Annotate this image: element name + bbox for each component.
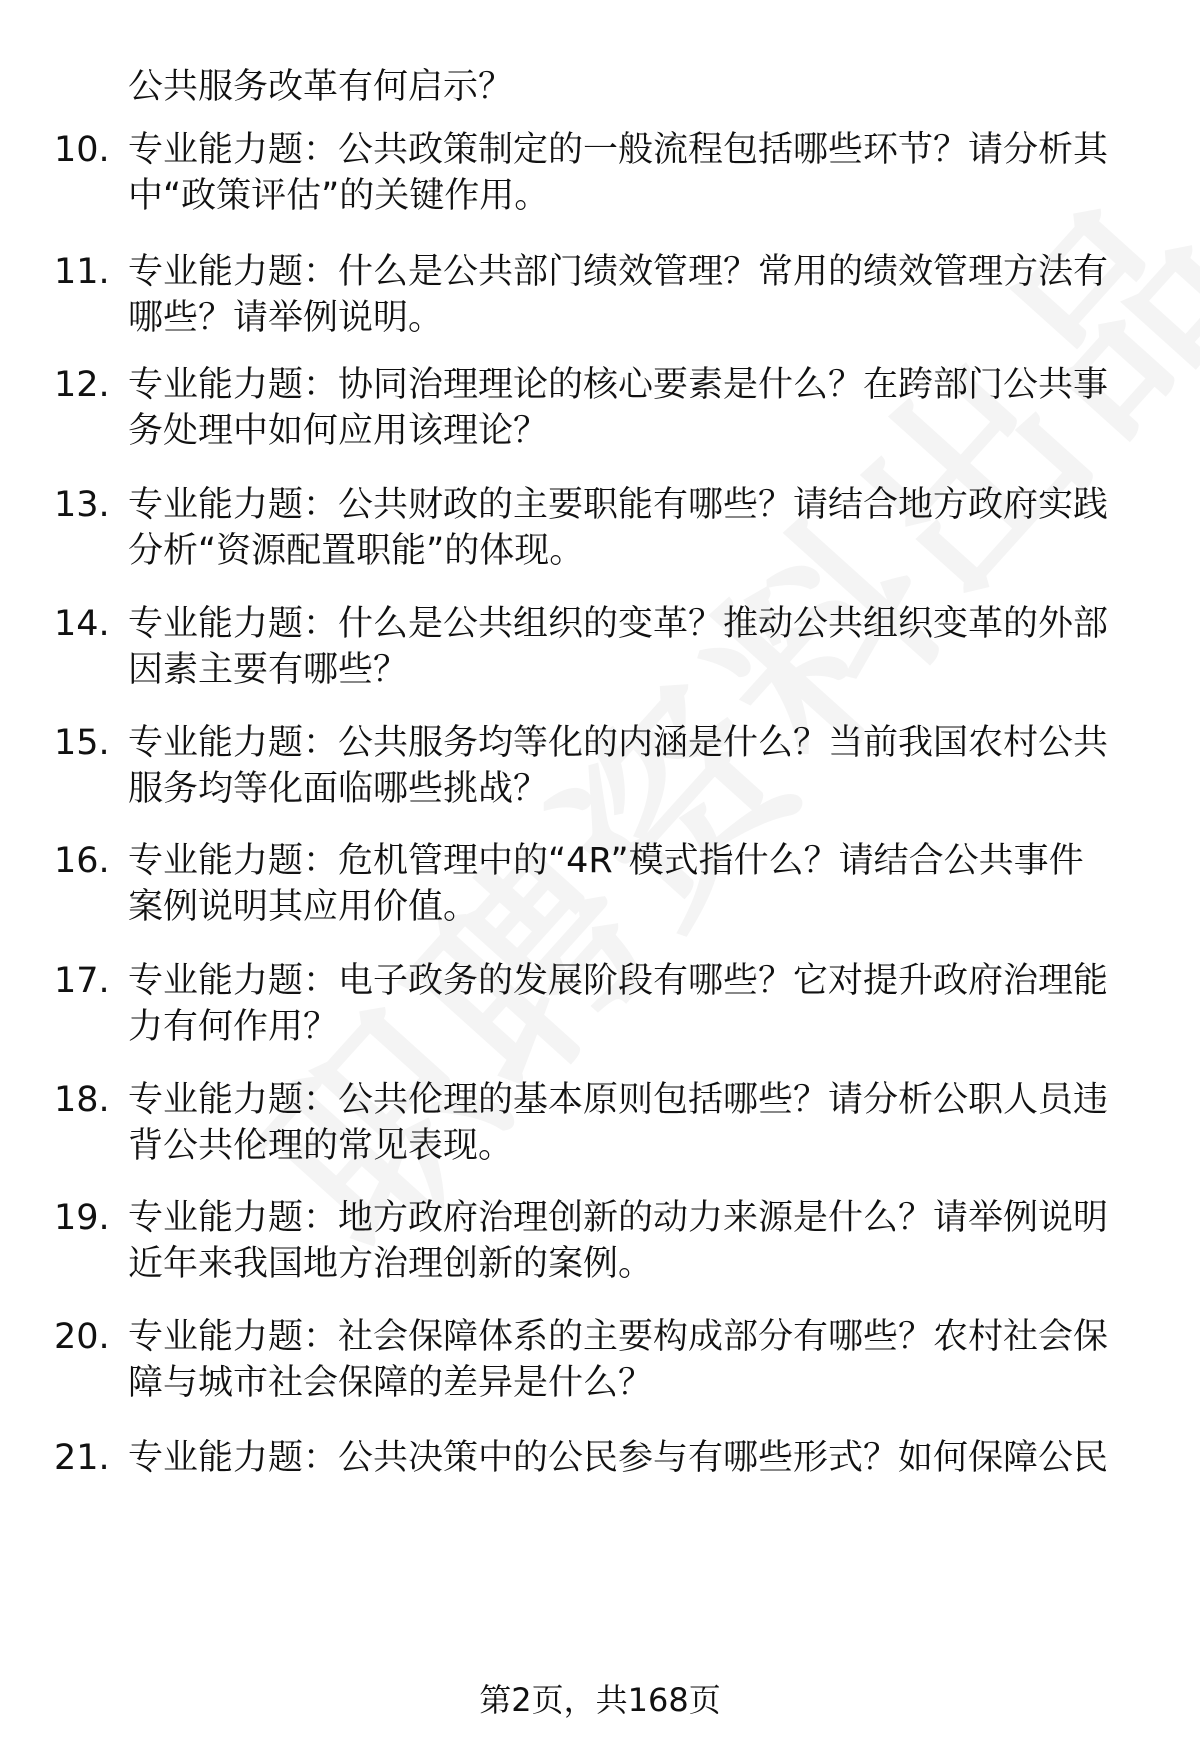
- item-number: 10.: [54, 130, 110, 170]
- item-number: 13.: [54, 485, 110, 525]
- item-text: [128, 127, 1148, 219]
- item-number: 21.: [54, 1438, 110, 1478]
- continuation-line: 公共服务改革有何启示？: [128, 67, 514, 107]
- item-text: [128, 362, 1148, 454]
- item-number: 19.: [54, 1198, 110, 1238]
- item-line: 专业能力题：公共服务均等化的内涵是什么？当前我国农村公共: [128, 723, 1109, 763]
- item-line: 近年来我国地方治理创新的案例。: [128, 1244, 654, 1284]
- item-line: 力有何作用？: [128, 1007, 339, 1047]
- page-footer: 第2页，共168页: [479, 1681, 721, 1719]
- item-number: 14.: [54, 604, 110, 644]
- item-text: [128, 1077, 1148, 1169]
- item-text: [128, 482, 1148, 574]
- item-text: [128, 1195, 1148, 1287]
- item-line: 专业能力题：公共伦理的基本原则包括哪些？请分析公职人员违: [128, 1080, 1109, 1120]
- item-number: 20.: [54, 1317, 110, 1357]
- item-line: 专业能力题：公共政策制定的一般流程包括哪些环节？请分析其: [128, 130, 1109, 170]
- item-line: 案例说明其应用价值。: [128, 887, 479, 927]
- item-line: 中“政策评估”的关键作用。: [128, 176, 550, 216]
- item-text: [128, 838, 1148, 930]
- item-line: 服务均等化面临哪些挑战？: [128, 769, 549, 809]
- item-line: 障与城市社会保障的差异是什么？: [128, 1363, 654, 1403]
- item-number: 15.: [54, 723, 110, 763]
- item-number: 12.: [54, 365, 110, 405]
- item-line: 专业能力题：电子政务的发展阶段有哪些？它对提升政府治理能: [128, 961, 1109, 1001]
- item-line: 专业能力题：公共财政的主要职能有哪些？请结合地方政府实践: [128, 485, 1109, 525]
- item-text: [128, 1314, 1148, 1406]
- item-line: 专业能力题：危机管理中的“4R”模式指什么？请结合公共事件: [128, 841, 1084, 881]
- item-line: 背公共伦理的常见表现。: [128, 1126, 514, 1166]
- item-line: 专业能力题：什么是公共部门绩效管理？常用的绩效管理方法有: [128, 252, 1109, 292]
- item-line: 哪些？请举例说明。: [128, 298, 444, 338]
- item-number: 17.: [54, 961, 110, 1001]
- item-line: 专业能力题：协同治理理论的核心要素是什么？在跨部门公共事: [128, 365, 1109, 405]
- item-text: [128, 601, 1148, 693]
- item-number: 18.: [54, 1080, 110, 1120]
- item-line: 专业能力题：地方政府治理创新的动力来源是什么？请举例说明: [128, 1198, 1109, 1238]
- item-line: 专业能力题：社会保障体系的主要构成部分有哪些？农村社会保: [128, 1317, 1109, 1357]
- item-number: 11.: [54, 252, 110, 292]
- item-text: [128, 249, 1148, 341]
- item-line: 分析“资源配置职能”的体现。: [128, 531, 585, 571]
- item-line: 专业能力题：什么是公共组织的变革？推动公共组织变革的外部: [128, 604, 1109, 644]
- item-line: 务处理中如何应用该理论？: [128, 411, 549, 451]
- item-line: 专业能力题：公共决策中的公民参与有哪些形式？如何保障公民: [128, 1438, 1109, 1478]
- item-text: [128, 958, 1148, 1050]
- item-line: 因素主要有哪些？: [128, 650, 409, 690]
- item-text: [128, 720, 1148, 812]
- item-text: [128, 1435, 1148, 1481]
- item-number: 16.: [54, 841, 110, 881]
